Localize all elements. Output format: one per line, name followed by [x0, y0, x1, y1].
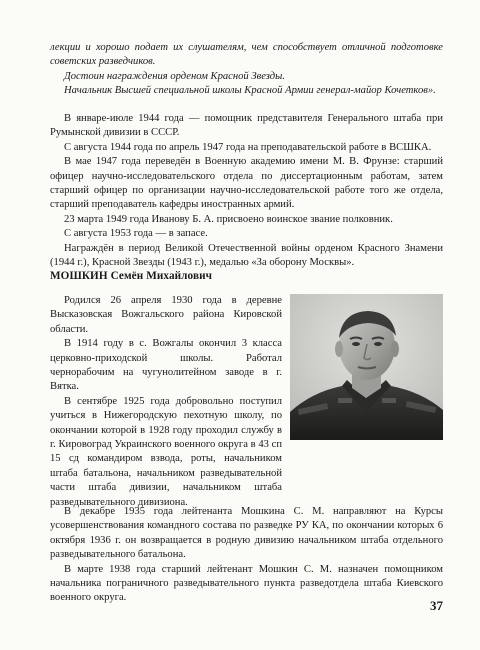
previous-bio	[50, 112, 443, 270]
portrait-illustration	[290, 294, 443, 440]
portrait-photo	[290, 294, 443, 440]
bottom-paragraph: В декабре 1935 года лейтенанта Мошкина С. М. направляют на Курсы усовершенствования командного состава по разведке РУ КА, по окончании которых 6 октября 1936 г. он возвращается в родную дивизию начальником штаба отдельного разведывательного батальона.	[50, 506, 443, 561]
intro-line-2: Достоин награждения орденом Красной Звезды.	[64, 70, 285, 82]
page-number: 37	[430, 598, 443, 613]
bio-paragraph: С августа 1953 года — в запасе.	[64, 228, 208, 240]
column-paragraph: В 1914 году в с. Вожгалы окончил 3 класса церковно-приходской школы. Работал чернорабочим на чугунолитейном заводе в г. Вятка.	[50, 338, 282, 393]
bio-paragraph: В январе-июле 1944 года — помощник представителя Генерального штаба при Румынской дивизии в СССР.	[50, 113, 443, 139]
bottom-paragraph: В марте 1938 года старший лейтенант Мошкин С. М. назначен помощником начальника пограничного разведывательного пункта разведотдела штаба Киевского военного округа.	[50, 563, 443, 604]
column-paragraph: Родился 26 апреля 1930 года в деревне Высказовская Вожгальского района Кировской области.	[50, 295, 282, 335]
bottom-text	[50, 505, 443, 606]
person-surname: МОШКИН	[50, 270, 108, 282]
person-given-names: Семён Михайлович	[110, 270, 213, 282]
column-text	[50, 294, 282, 510]
intro-line-3: Начальник Высшей специальной школы Красной Армии генерал-майор Кочетков».	[64, 85, 436, 97]
intro-quote	[50, 41, 443, 99]
bio-paragraph: С августа 1944 года по апрель 1947 года на преподавательской работе в ВСШКА.	[64, 141, 432, 153]
bio-paragraph: В мае 1947 года переведён в Военную академию имени М. В. Фрунзе: старший офицер научно-исследовательского отдела по диссертационным работам, затем старший офицер по организации научно-исследовательской работе того же отдела, старший преподаватель кафедры иностранных армий.	[50, 156, 443, 211]
bio-paragraph: 23 марта 1949 года Иванову Б. А. присвоено воинское звание полковник.	[64, 213, 393, 225]
column-paragraph: В сентябре 1925 года добровольно поступил учиться в Нижегородскую пехотную школу, по окончании которой в 1928 году проходил службу в г. Кировоград Украинского военного округа в 43 сп 15 сд командиром взвода, роты, начальником штаба батальона, начальником разведывательной части штаба дивизии, начальником штаба разведывательного дивизиона.	[50, 395, 282, 508]
person-heading	[50, 269, 212, 283]
intro-line-1: лекции и хорошо подает их слушателям, чем способствует отличной подготовке советских разведчиков.	[50, 42, 443, 68]
bio-paragraph: Награждён в период Великой Отечественной войны орденом Красного Знамени (1944 г.), Красной Звезды (1943 г.), медалью «За оборону Москвы».	[50, 242, 443, 269]
